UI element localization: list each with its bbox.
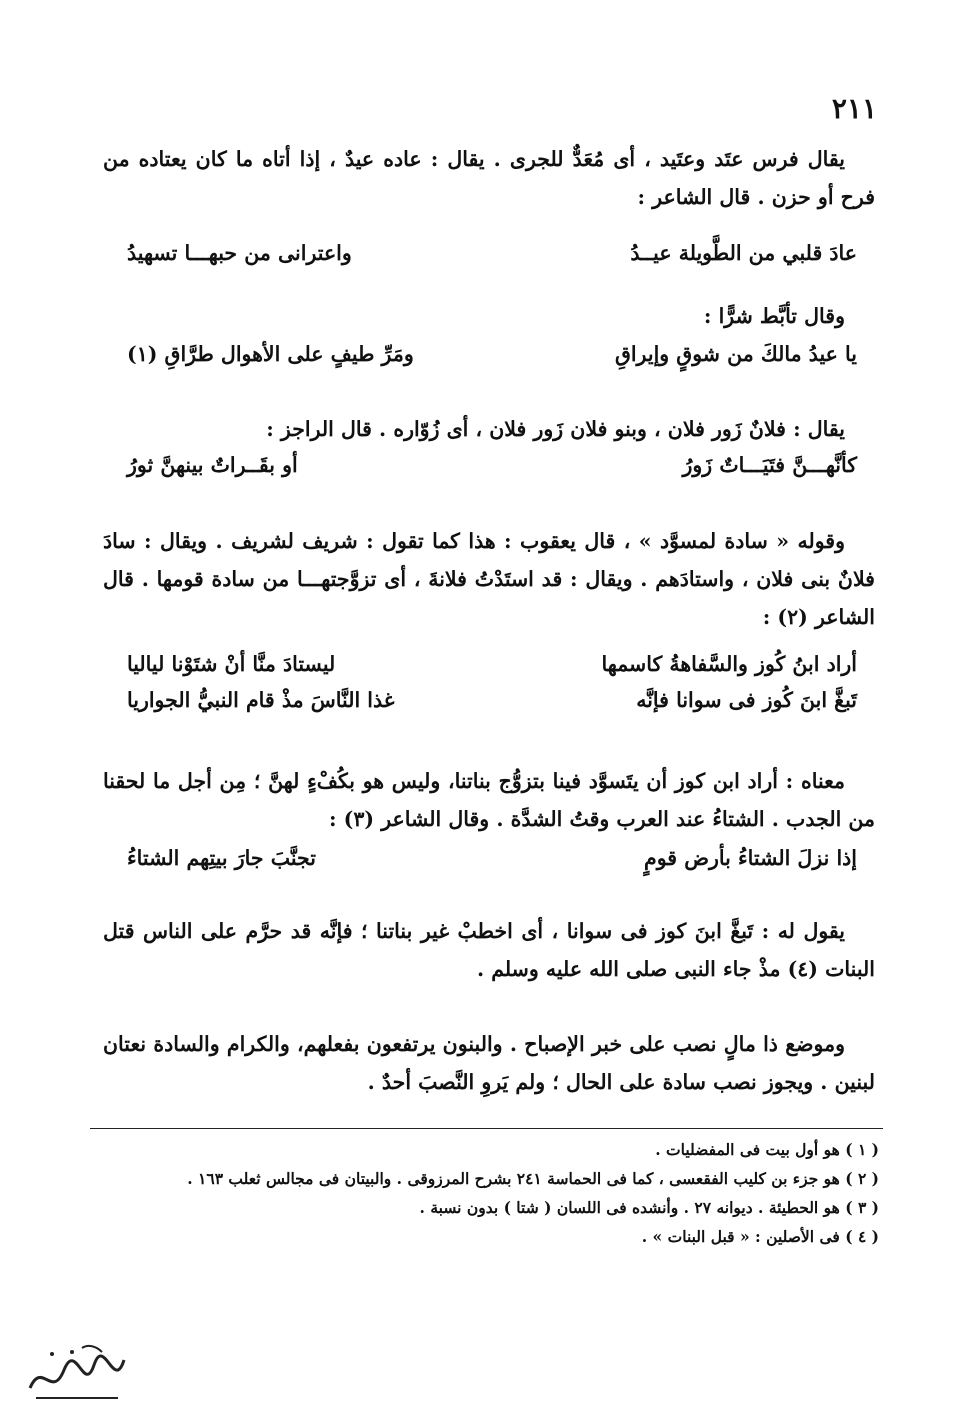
- paragraph-4: وقوله « سادة لمسوَّد » ، قال يعقوب : هذا كما تقول : شريف لشريف . ويقال : سادَ فلانٌ بنى فلان ، واستادَهم . ويقال : قد استَدْتُ فلانةَ ، أى تزوَّجتهـــا من سادة قومها . قال الشاعر (٢) :: [103, 529, 875, 629]
- paragraph-1: يقال فرس عتَد وعتَيد ، أى مُعَدٌّ للجرى . يقال : عاده عيدٌ ، إذا أتاه ما كان يعتاده من فرح أو حزن . قال الشاعر :: [103, 147, 875, 209]
- hemistich-b: غذا النَّاسَ مذْ قام النبيُّ الجواريا: [127, 688, 395, 712]
- paragraph-3: يقال : فلانٌ زَور فلان ، وبنو فلان زَور فلان ، أى زُوّاره . قال الراجز :: [266, 417, 845, 441]
- paragraph-2: وقال تأبَّط شرًّا :: [703, 304, 845, 328]
- verse-4: [127, 646, 857, 718]
- hemistich-a: تَبغَّ ابنَ كُوز فى سوانا فإنَّه: [636, 688, 857, 712]
- verse-5: [127, 840, 857, 876]
- verse-2: [127, 336, 857, 372]
- verse-1: [127, 235, 857, 271]
- page-number: ٢١١: [831, 92, 877, 125]
- footnote-1: ( ١ ) هو أول بيت فى المفضليات .: [655, 1140, 879, 1159]
- footnotes: [99, 1135, 879, 1251]
- hemistich-b: واعترانى من حبهـــا تسهيدُ: [127, 241, 352, 265]
- paragraph-7: وموضع ذا مالٍ نصب على خبر الإصباح . والبنون يرتفعون بفعلهم، والكرام والسادة نعتان لبنين . ويجوز نصب سادة على الحال ؛ ولم يَروِ النَّصبَ أحدٌ .: [103, 1032, 875, 1094]
- paragraph-5: معناه : أراد ابن كوز أن يتَسوَّد فينا بتزوُّج بناتنا، وليس هو بكُفْءٍ لهنَّ ؛ مِن أجل ما لحقنا من الجدب . الشتاءُ عند العرب وقتُ الشدَّة . وقال الشاعر (٣) :: [103, 769, 875, 831]
- hemistich-a: يا عيدُ مالكَ من شوقٍ وإيراقِ: [614, 342, 857, 366]
- footnote-4: ( ٤ ) فى الأصلين : « قبل البنات » .: [641, 1227, 879, 1246]
- hemistich-a: كأنَّهـــنَّ فتَيَـــاتٌ زَورُ: [682, 453, 857, 477]
- hemistich-b: ليستادَ منَّا أنْ شتَوْنا لياليا: [127, 652, 336, 676]
- hemistich-b: أو بقَــراتٌ بينهنَّ ثورُ: [127, 453, 298, 477]
- hemistich-a: أراد ابنُ كُوز والسَّفاهةُ كاسمها: [601, 652, 857, 676]
- paragraph-6: يقول له : تَبغَّ ابنَ كوز فى سوانا ، أى اخطبْ غير بناتنا ؛ فإنَّه قد حرَّم على الناس قتل البنات (٤) مذْ جاء النبى صلى الله عليه وسلم .: [103, 919, 875, 981]
- footnote-3: ( ٣ ) هو الحطيئة . ديوانه ٢٧ . وأنشده فى اللسان ( شتا ) بدون نسبة .: [419, 1198, 879, 1217]
- hemistich-a: عادَ قلبي من الطَّويلة عيــدُ: [630, 241, 857, 265]
- footnote-divider: [90, 1128, 883, 1129]
- footnote-2: ( ٢ ) هو جزء بن كليب الفقعسى ، كما فى الحماسة ٢٤١ بشرح المرزوقى . والبيتان فى مجالس ثعلب ١٦٣ .: [187, 1169, 879, 1188]
- hemistich-a: إذا نزلَ الشتاءُ بأرض قومٍ: [644, 846, 857, 870]
- hemistich-b: تجنَّبَ جارَ بيتِهم الشتاءُ: [127, 846, 316, 870]
- hemistich-b: ومَرِّ طيفٍ على الأهوال طرَّاقِ (١): [127, 342, 414, 366]
- verse-3: [127, 447, 857, 483]
- calligraphy-logo-icon: [22, 1340, 132, 1410]
